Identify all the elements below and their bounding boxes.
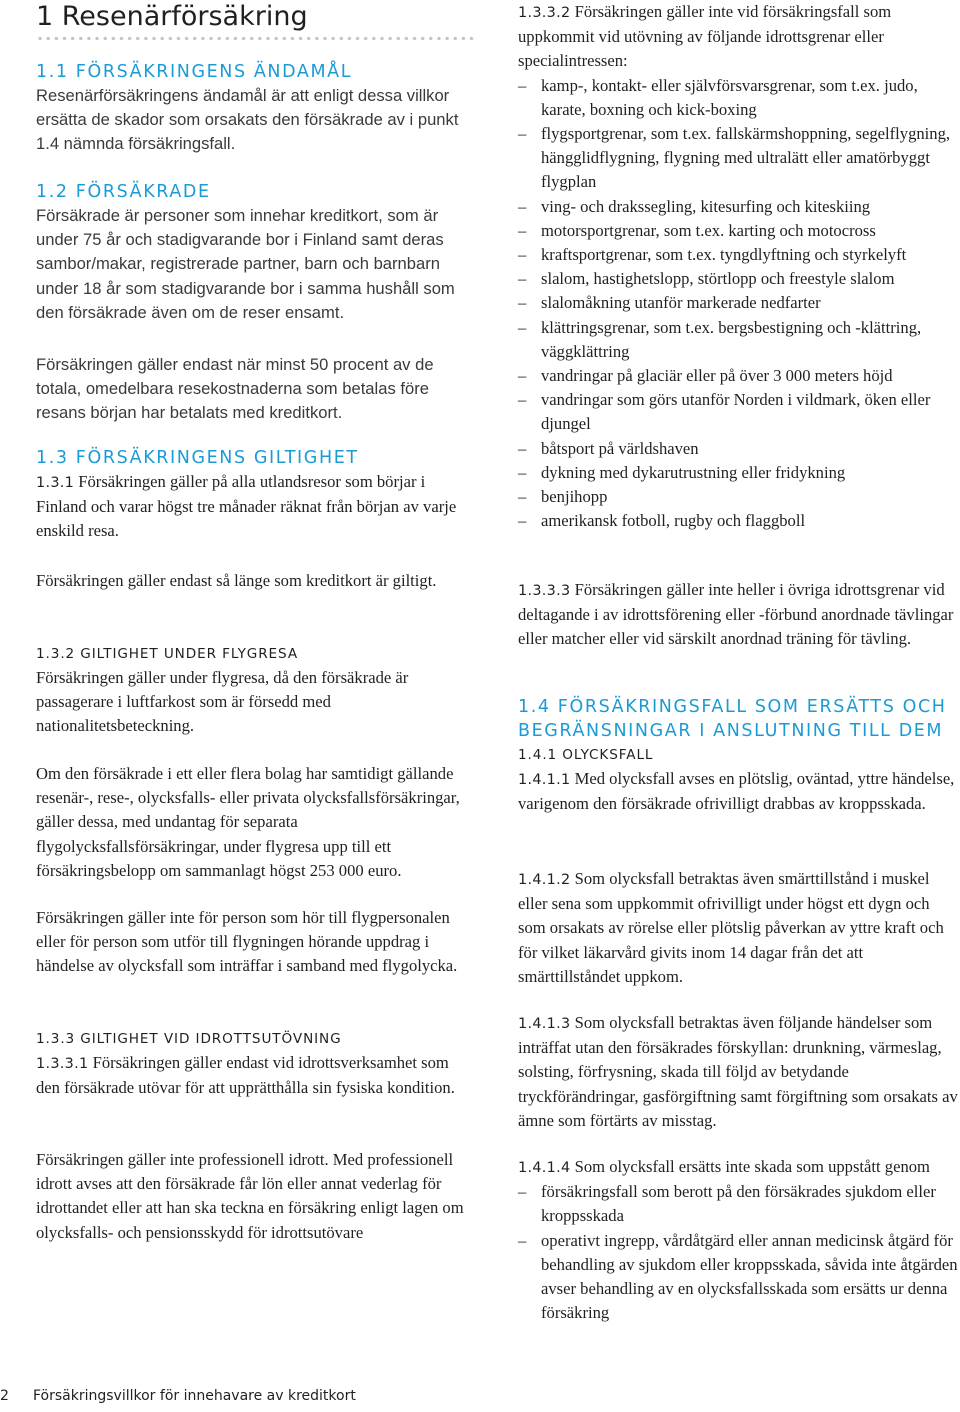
- paragraph: [518, 867, 960, 989]
- clause-number: 1.4.1.3: [518, 1016, 571, 1032]
- list-item: – kamp-, kontakt- eller självförsvarsgrenar, som t.ex. judo, karate, boxning och kick-boxing: [518, 74, 960, 122]
- section-1-3-3: [36, 1027, 476, 1100]
- footer-text: Försäkringsvillkor för innehavare av kreditkort: [33, 1388, 356, 1404]
- clause-number: 1.4.1.2: [518, 872, 571, 888]
- paragraph: [518, 1011, 960, 1133]
- clause-number: 1.3.3.3: [518, 583, 571, 599]
- subsection-heading: 1.4.1 OLYCKSFALL: [518, 747, 654, 763]
- list-item: – motorsportgrenar, som t.ex. karting och motocross: [518, 219, 960, 243]
- section-heading: 1.1 FÖRSÄKRINGENS ÄNDAMÅL: [36, 62, 353, 82]
- list-item: – vandringar som görs utanför Norden i vildmark, öken eller djungel: [518, 388, 960, 436]
- section-1-3-2-para2: [36, 762, 476, 883]
- section-1-3-1-validity: [36, 569, 476, 593]
- section-1-3-3-2: [518, 0, 960, 533]
- section-heading: 1.2 FÖRSÄKRADE: [36, 182, 211, 202]
- paragraph: [518, 0, 960, 74]
- paragraph: Försäkringen gäller under flygresa, då den försäkrade är passagerare i luftfarkost som är försedd med nationalitetsbeteckning.: [36, 668, 409, 736]
- clause-text: Med olycksfall avses en plötslig, oväntad, yttre händelse, varigenom den försäkrade ofrivilligt drabbas av kroppsskada.: [518, 769, 955, 814]
- section-1-4-1-3: [518, 1011, 960, 1133]
- subsection-heading: 1.3.3 GILTIGHET VID IDROTTSUTÖVNING: [36, 1031, 342, 1047]
- paragraph: Försäkringen gäller endast när minst 50 procent av de totala, omedelbara resekostnaderna som betalas före resans början har betalats med kreditkort.: [36, 355, 434, 423]
- section-1-3-3-1-para2: [36, 1148, 476, 1245]
- section-1-3-2: [36, 642, 476, 739]
- list-item: – slalom, hastighetslopp, störtlopp och freestyle slalom: [518, 267, 960, 291]
- list-item: – försäkringsfall som berott på den försäkrades sjukdom eller kroppsskada: [518, 1180, 960, 1228]
- subsection-heading: 1.3.2 GILTIGHET UNDER FLYGRESA: [36, 646, 299, 662]
- clause-number: 1.4.1.1: [518, 772, 571, 788]
- clause-text: Försäkringen gäller på alla utlandsresor som börjar i Finland och varar högst tre månader räknat från början av varje enskild resa.: [36, 472, 457, 541]
- excluded-sports-list: [518, 74, 960, 534]
- section-1-1: [36, 60, 476, 157]
- page-title: 1 Resenärförsäkring: [36, 1, 308, 32]
- list-item: – dykning med dykarutrustning eller fridykning: [518, 461, 960, 485]
- clause-text: Som olycksfall betraktas även smärttillstånd i muskel eller sena som uppkommit ofrivilligt under högst ett dygn och som orsakats av rörelse eller plötslig påverkan av yttre kraft och för vilket läkarvård givits inom 14 dagar från det att smärttillståndet uppkom.: [518, 869, 944, 986]
- list-item: – kraftsportgrenar, som t.ex. tyngdlyftning och styrkelyft: [518, 243, 960, 267]
- section-1-2: [36, 180, 476, 325]
- paragraph: [518, 1155, 960, 1180]
- list-item: – båtsport på världshaven: [518, 437, 960, 461]
- paragraph: Försäkrade är personer som innehar kreditkort, som är under 75 år och stadigvarande bor i Finland samt deras sambor/makar, registrerade partner, barn och barnbarn under 18 år som stadigvarande bor i samma hushåll som den försäkrade även om de reser ensamt.: [36, 206, 455, 322]
- list-item: – flygsportgrenar, som t.ex. fallskärmshoppning, segelflygning, hängglidflygning, flygning med ultralätt eller amatörbyggt flygplan: [518, 122, 960, 195]
- paragraph: Försäkringen gäller endast så länge som kreditkort är giltigt.: [36, 571, 437, 590]
- paragraph: [36, 470, 476, 544]
- section-1-2-condition: [36, 353, 476, 426]
- exclusions-list: [518, 1180, 960, 1325]
- clause-number: 1.4.1.4: [518, 1160, 571, 1176]
- clause-text: Som olycksfall ersätts inte skada som uppstått genom: [574, 1157, 930, 1176]
- list-item: – amerikansk fotboll, rugby och flaggboll: [518, 509, 960, 533]
- list-item: – slalomåkning utanför markerade nedfarter: [518, 291, 960, 315]
- clause-number: 1.3.3.1: [36, 1056, 89, 1072]
- paragraph: Resenärförsäkringens ändamål är att enligt dessa villkor ersätta de skador som orsakats den försäkrade av i punkt 1.4 nämnda försäkringsfall.: [36, 86, 459, 154]
- section-1-4-1-4: [518, 1155, 960, 1325]
- clause-text: Försäkringen gäller endast vid idrottsverksamhet som den försäkrade utövar för att upprätthålla sin fysiska kondition.: [36, 1053, 455, 1098]
- paragraph: [518, 578, 960, 652]
- clause-text: Försäkringen gäller inte vid försäkringsfall som uppkommit vid utövning av följande idrottsgrenar eller specialintressen:: [518, 2, 892, 71]
- clause-number: 1.3.1: [36, 475, 75, 491]
- list-item: – klättringsgrenar, som t.ex. bergsbestigning och -klättring, väggklättring: [518, 316, 960, 364]
- paragraph: Om den försäkrade i ett eller flera bolag har samtidigt gällande resenär-, rese-, olycksfalls- eller privata olycksfallsförsäkringar, gäller dessa, med undantag för separata flygolycksfallsförsäkringar, under flygresa upp till ett försäkringsbelopp om sammanlagt högst 253 000 euro.: [36, 764, 460, 880]
- paragraph: Försäkringen gäller inte för person som hör till flygpersonalen eller för person som utför till flygningen hörande uppdrag i händelse av olycksfall som inträffar i samband med flygolycka.: [36, 908, 458, 976]
- section-1-3: [36, 446, 476, 544]
- section-1-3-3-3: [518, 578, 960, 652]
- section-1-3-2-para3: [36, 906, 476, 979]
- section-1-4: [518, 695, 960, 816]
- section-1-4-1-2: [518, 867, 960, 989]
- list-item: – operativt ingrepp, vårdåtgärd eller annan medicinsk åtgärd för behandling av sjukdom eller kroppsskada, såvida inte åtgärden avser behandling av en olycksfallsskada som ersätts ur denna försäkring: [518, 1229, 960, 1326]
- clause-number: 1.3.3.2: [518, 5, 571, 21]
- list-item: – vandringar på glaciär eller på över 3 000 meters höjd: [518, 364, 960, 388]
- list-item: – ving- och drakssegling, kitesurfing och kiteskiing: [518, 195, 960, 219]
- paragraph: [36, 1051, 476, 1100]
- section-heading: 1.3 FÖRSÄKRINGENS GILTIGHET: [36, 448, 359, 468]
- paragraph: [518, 767, 960, 816]
- dotted-divider: [36, 36, 476, 41]
- paragraph: Försäkringen gäller inte professionell idrott. Med professionell idrott avses att den försäkrade får lön eller annat vederlag för idrottandet eller att han ska teckna en försäkring enligt lagen om olycksfalls- och pensionsskydd för idrottsutövare: [36, 1150, 464, 1242]
- section-heading: 1.4 FÖRSÄKRINGSFALL SOM ERSÄTTS OCH BEGRÄNSNINGAR I ANSLUTNING TILL DEM: [518, 697, 947, 741]
- clause-text: Som olycksfall betraktas även följande händelser som inträffat utan den försäkrades förskyllan: drunkning, värmeslag, solsting, förfrysning, skada till följd av betydande tryckförändringar, gasförgiftning samt förgiftning som orsakats av ämne som förtärts av misstag.: [518, 1013, 958, 1130]
- page-number: 2: [0, 1388, 9, 1404]
- clause-text: Försäkringen gäller inte heller i övriga idrottsgrenar vid deltagande i av idrottsförening eller -förbund anordnade tävlingar eller matcher eller vid särskilt anordnad träning för tävling.: [518, 580, 954, 649]
- list-item: – benjihopp: [518, 485, 960, 509]
